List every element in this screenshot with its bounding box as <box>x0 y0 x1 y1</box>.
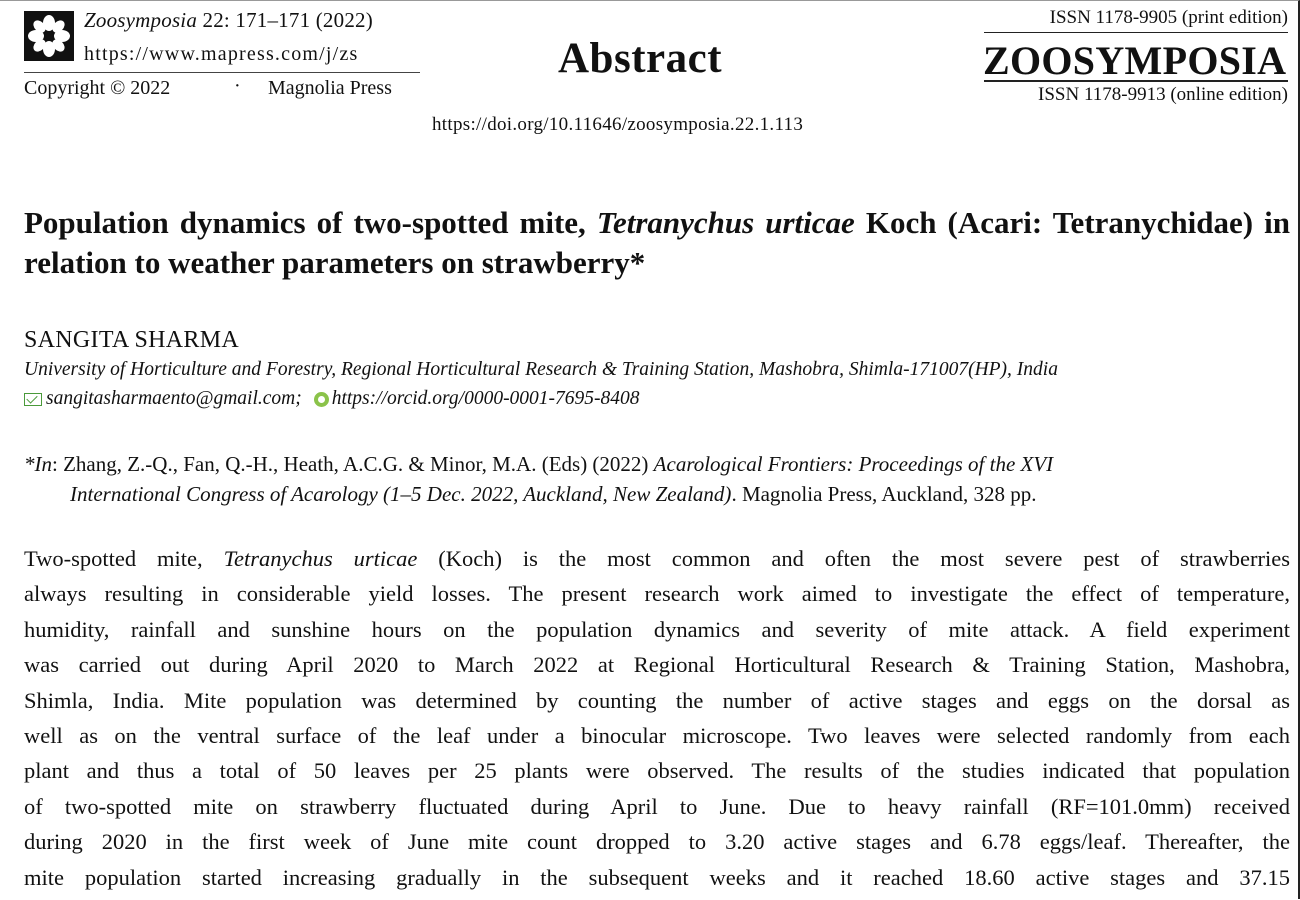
header-rule-right-top <box>984 32 1288 33</box>
author-contact <box>24 388 640 410</box>
abstract-line <box>24 541 1290 576</box>
issn-print: ISSN 1178-9905 (print edition) <box>1049 7 1288 28</box>
author-affiliation: University of Horticulture and Forestry, Regional Horticultural Research & Training Station, Mashobra, Shimla-171007(HP), India <box>24 359 1058 380</box>
proceedings-editors: : Zhang, Z.-Q., Fan, Q.-H., Heath, A.C.G. & Minor, M.A. (Eds) (2022) <box>52 452 654 476</box>
email-link[interactable]: sangitasharmaento@gmail.com; <box>46 388 302 409</box>
journal-citation-line <box>84 8 373 33</box>
proceedings-title-b: International Congress of Acarology (1–5 Dec. 2022, Auckland, New Zealand) <box>70 482 732 506</box>
abstract-line: during 2020 in the first week of June mite count dropped to 3.20 active stages and 6.78 eggs/leaf. Thereafter, the <box>24 829 1290 855</box>
abstract-line: always resulting in considerable yield losses. The present research work aimed to investigate the effect of temperature, <box>24 581 1290 607</box>
abstract-line: was carried out during April 2020 to March 2022 at Regional Horticultural Research & Training Station, Mashobra, <box>24 652 1290 678</box>
header-rule-right-bottom <box>984 80 1288 82</box>
section-label: Abstract <box>558 35 723 82</box>
journal-logo-icon <box>24 11 74 61</box>
abstract-body <box>24 541 1290 895</box>
proceedings-line-2 <box>24 479 1290 509</box>
journal-name: Zoosymposia <box>84 8 198 32</box>
orcid-link[interactable]: https://orcid.org/0000-0001-7695-8408 <box>331 388 640 409</box>
abstract-line: of two-spotted mite on strawberry fluctuated during April to June. Due to heavy rainfall (RF=101.0mm) received <box>24 793 1290 819</box>
author-name: SANGITA SHARMA <box>24 327 239 353</box>
proceedings-prefix: *In <box>24 452 52 476</box>
title-text-a: Population dynamics of two-spotted mite, <box>24 205 597 240</box>
doi-link[interactable]: https://doi.org/10.11646/zoosymposia.22.1.113 <box>432 114 804 135</box>
abstract-line: humidity, rainfall and sunshine hours on the population dynamics and severity of mite attack. A field experiment <box>24 616 1290 642</box>
abstract-line: Shimla, India. Mite population was determined by counting the number of active stages and eggs on the dorsal as <box>24 687 1290 713</box>
title-species: Tetranychus urticae <box>596 205 855 240</box>
abstract-line: plant and thus a total of 50 leaves per 25 plants were observed. The results of the studies indicated that population <box>24 758 1290 784</box>
journal-wordmark: ZOOSYMPOSIA <box>983 38 1287 83</box>
separator-dot: · <box>234 75 241 97</box>
journal-url-link[interactable]: https://www.mapress.com/j/zs <box>84 43 359 65</box>
email-icon <box>24 393 42 406</box>
orcid-icon <box>314 392 329 407</box>
publisher-name: Magnolia Press <box>268 77 392 99</box>
volume-pages: 22: 171–171 (2022) <box>197 8 373 32</box>
proceedings-note <box>24 449 1290 509</box>
article-title <box>24 203 1290 283</box>
copyright-text: Copyright © 2022 <box>24 77 171 99</box>
abstract-species: Tetranychus urticae <box>223 546 418 571</box>
abstract-line-1-b: (Koch) is the most common and often the most severe pest of strawberries <box>417 546 1290 571</box>
proceedings-line-1 <box>24 449 1290 479</box>
title-text-b: Koch (Acari: Tetranychidae) in relation to weather parameters on strawberry* <box>24 205 1290 280</box>
abstract-line: well as on the ventral surface of the leaf under a binocular microscope. Two leaves were selected randomly from each <box>24 723 1290 749</box>
header-rule-left <box>24 72 420 73</box>
issn-online: ISSN 1178-9913 (online edition) <box>1038 84 1288 105</box>
abstract-line: mite population started increasing gradually in the subsequent weeks and it reached 18.60 active stages and 37.15 <box>24 864 1290 890</box>
proceedings-rest: . Magnolia Press, Auckland, 328 pp. <box>731 482 1037 506</box>
abstract-line-1-a: Two-spotted mite, <box>24 546 224 571</box>
proceedings-title-a: Acarological Frontiers: Proceedings of the XVI <box>653 452 1054 476</box>
